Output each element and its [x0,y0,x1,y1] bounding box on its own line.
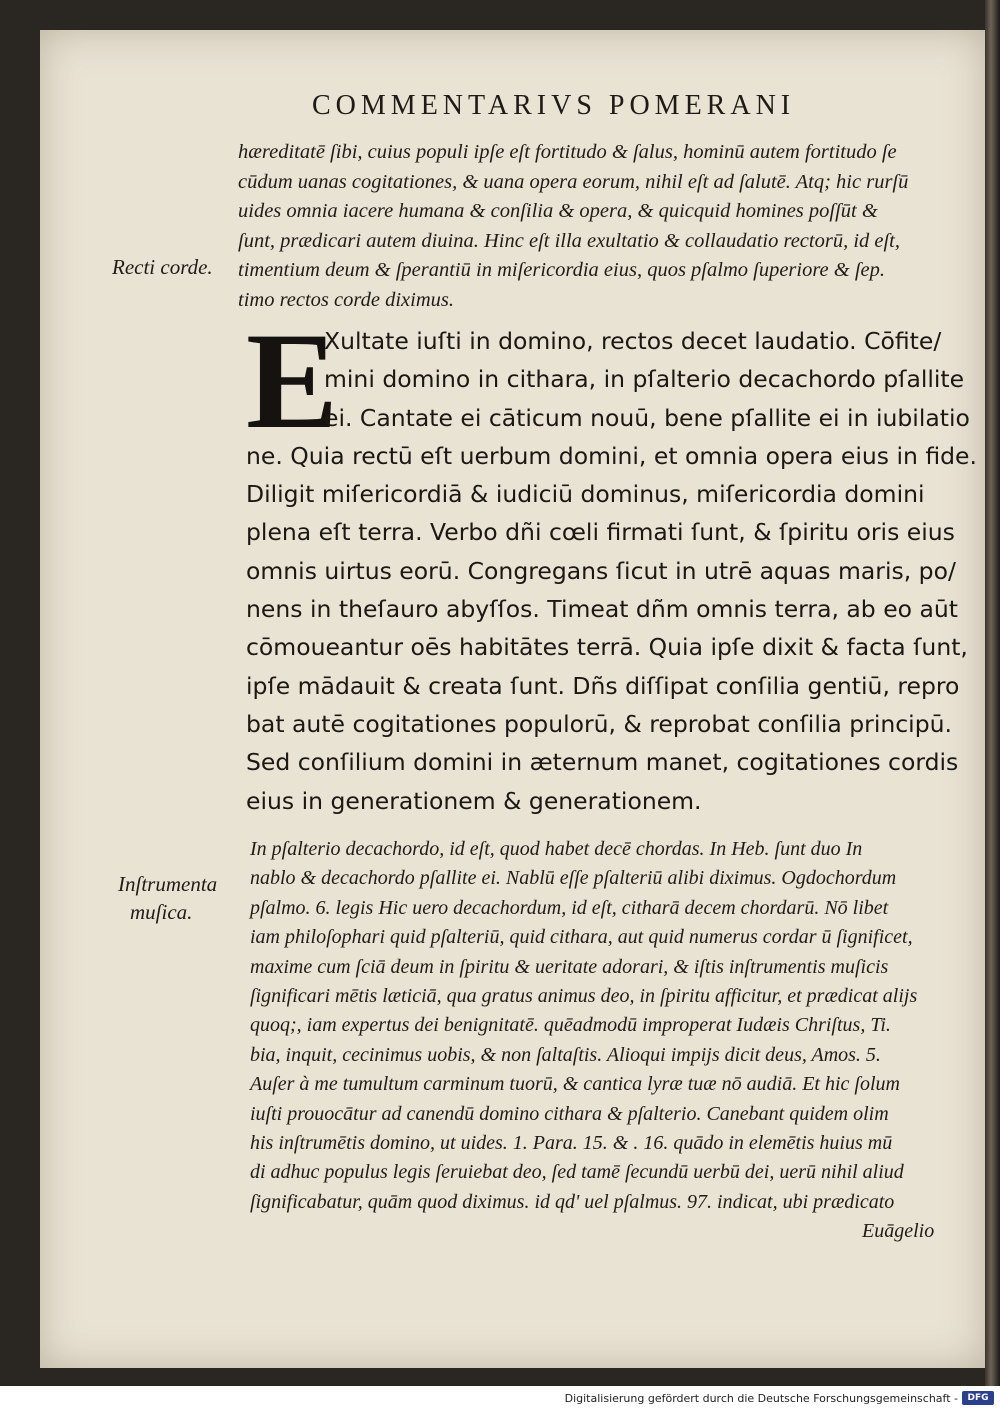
text-line: iam philoſophari quid pſalteriū, quid cithara, aut quid numerus cordar ū ſignificet, [250,926,913,949]
text-line: quoq;, iam expertus dei benignitatē. quēadmodū improperat Iudæis Chriſtus, Ti. [250,1014,891,1037]
psalm-line: omnis uirtus eorū. Congregans ſicut in utrē aquas maris, po/ [246,556,956,585]
margin-note-recti-corde: Recti corde. [112,255,213,279]
margin-note-instrumenta-musica [118,870,217,926]
psalm-line: plena eſt terra. Verbo dñi cœli firmati ſunt, & ſpiritu oris eius [246,518,955,547]
margin-note-line: muſica. [130,900,193,924]
text-line: uides omnia iacere humana & conſilia & opera, & quicquid homines poſſūt & [238,200,878,222]
text-line: di adhuc populus legis ſeruiebat deo, ſed tamē ſecundū uerbū dei, uerū nihil aliud [250,1161,904,1184]
text-line: ſignificari mētis læticiā, qua gratus animus deo, in ſpiritu afficitur, et prædicat alijs [250,985,918,1008]
psalm-line: ne. Quia rectū eſt uerbum domini, et omnia opera eius in fide. [246,441,977,470]
psalm-line: ipſe mādauit & creata ſunt. Dñs diſſipat conſilia gentiū, repro [246,671,960,700]
psalm-line: cōmoueantur oēs habitātes terrā. Quia ipſe dixit & facta ſunt, [246,633,968,662]
commentary-top [238,138,948,315]
text-line: In pſalterio decachordo, id eſt, quod habet decē chordas. In Heb. ſunt duo In [250,838,863,860]
text-line: Auſer à me tumultum carminum tuorū, & cantica lyræ tuæ nō audiā. Et hic ſolum [250,1073,900,1096]
text-line: hæreditatē ſibi, cuius populi ipſe eſt fortitudo & ſalus, hominū autem fortitudo ſe [238,141,897,163]
text-line: timo rectos corde diximus. [238,288,454,311]
text-line: maxime cum ſciā deum in ſpiritu & ueritate adorari, & iſtis inſtrumentis muſicis [250,955,889,978]
text-line: iuſti prouocātur ad canendū domino cithara & pſalterio. Canebant quidem olim [250,1102,889,1125]
text-line: timentium deum & ſperantiū in miſericordia eius, quos pſalmo ſuperiore & ſep. [238,259,886,281]
running-head: COMMENTARIVS POMERANI [312,90,796,121]
dfg-logo: DFG [962,1391,994,1405]
text-line: nablo & decachordo pſallite ei. Nablū eſſe pſalteriū alibi diximus. Ogdochordum [250,867,897,890]
footer-bar [0,1386,1000,1411]
text-line: his inſtrumētis domino, ut uides. 1. Para. 15. & . 16. quādo in elemētis huius mū [250,1132,893,1155]
psalm-line: mini domino in cithara, in pſalterio decachordo pſallite [324,365,965,394]
text-line: ſignificabatur, quām quod diximus. id qd' uel pſalmus. 97. indicat, ubi prædicato [250,1190,895,1213]
text-line: cūdum uanas cogitationes, & uana opera eorum, nihil eſt ad ſalutē. Atq; hic rurſū [238,170,909,193]
psalm-text [246,304,977,820]
funding-notice: Digitalisierung gefördert durch die Deutsche Forschungsgemeinschaft - [564,1392,958,1405]
text-line: ſunt, prædicari autem diuina. Hinc eſt illa exultatio & collaudatio rectorū, id eſt, [238,229,901,252]
catchword: Euāgelio [862,1220,935,1243]
margin-note-line: Inſtrumenta [118,872,218,896]
psalm-line: Xultate iuſti in domino, rectos decet laudatio. Cōfite/ [324,327,942,355]
psalm-line: nens in theſauro abyſſos. Timeat dñm omnis terra, ab eo aūt [246,595,959,624]
page-edge [985,0,1000,1386]
psalm-line: bat autē cogitationes populorū, & reprobat conſilia principū. [246,709,952,738]
text-line: pſalmo. 6. legis Hic uero decachordum, id eſt, citharā decem chordarū. Nō libet [250,896,889,919]
psalm-line: Sed conſilium domini in æternum manet, cogitationes cordis [246,748,959,777]
drop-cap: E [246,304,339,457]
commentary-bottom [250,835,955,1247]
text-line: bia, inquit, cecinimus uobis, & non ſaltaſtis. Alioqui impijs dicit deus, Amos. 5. [250,1043,881,1066]
psalm-line: Diligit miſericordiā & iudiciū dominus, miſericordia domini [246,480,925,509]
psalm-line: ei. Cantate ei cāticum nouū, bene pſallite ei in iubilatio [324,403,970,432]
psalm-line: eius in generationem & generationem. [246,786,702,815]
